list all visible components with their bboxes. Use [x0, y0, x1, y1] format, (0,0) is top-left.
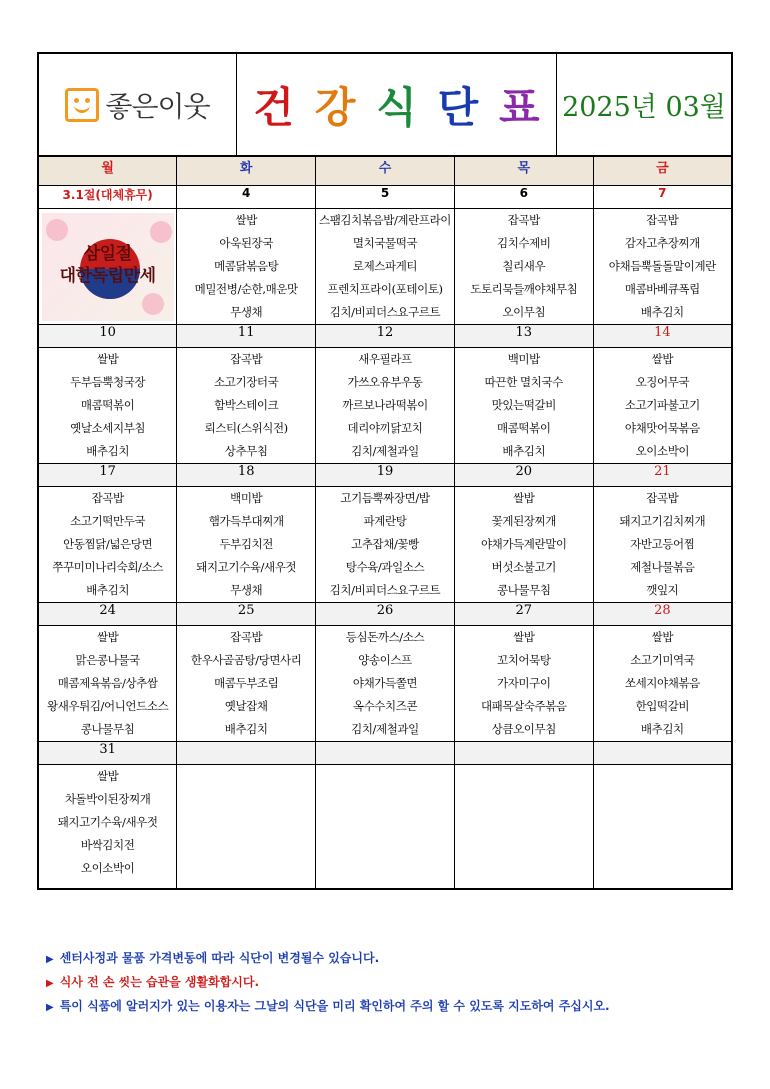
date-cell — [177, 742, 316, 765]
menu-item: 쌀밥 — [651, 352, 674, 366]
triangle-right-icon: ▶ — [46, 1002, 54, 1013]
menu-cell — [38, 209, 177, 325]
menu-item: 고기듬뿍짜장면/밥 — [340, 491, 430, 505]
menu-cell — [177, 487, 316, 603]
menu-item: 쌀밥 — [96, 630, 119, 644]
date-cell — [316, 742, 455, 765]
menu-item: 소고기미역국 — [630, 653, 695, 667]
menu-item: 소고기장터국 — [214, 375, 279, 389]
menu-item: 꽃게된장찌개 — [491, 514, 556, 528]
menu-cell — [177, 765, 316, 890]
menu-item: 쏘세지야채볶음 — [624, 676, 700, 690]
smile-logo-icon — [65, 88, 99, 122]
menu-item: 차돌박이된장찌개 — [64, 792, 151, 806]
menu-item: 옥수수치즈콘 — [352, 699, 418, 713]
triangle-right-icon: ▶ — [46, 954, 54, 965]
day-header-thu: 목 — [454, 157, 593, 186]
menu-item: 배추김치 — [502, 444, 546, 458]
date-cell — [593, 742, 732, 765]
menu-cell — [454, 348, 593, 464]
menu-item: 오이무침 — [502, 305, 546, 319]
menu-item: 무생채 — [230, 583, 263, 597]
logo-text: 좋은이웃 — [105, 89, 210, 123]
menu-item: 매콤떡볶이 — [80, 398, 135, 412]
date-cell: 12 — [316, 325, 455, 348]
day-header-mon: 월 — [38, 157, 177, 186]
menu-item: 메밀전병/순한,매운맛 — [194, 282, 298, 296]
menu-item: 바싹김치전 — [80, 838, 135, 852]
menu-item: 한입떡갈비 — [635, 699, 690, 713]
menu-item: 오이소박이 — [80, 861, 135, 875]
logo — [39, 54, 237, 155]
menu-item: 소고기파불고기 — [624, 398, 700, 412]
menu-item: 쌀밥 — [651, 630, 674, 644]
menu-item: 새우필라프 — [358, 352, 412, 366]
date-cell: 19 — [316, 464, 455, 487]
date-cell: 24 — [38, 603, 177, 626]
menu-item: 소고기떡만두국 — [70, 514, 146, 528]
menu-item: 배추김치 — [640, 722, 684, 736]
menu-cell — [177, 348, 316, 464]
menu-item: 매콤제육볶음/상추쌈 — [57, 676, 158, 690]
menu-item: 로제스파게티 — [352, 259, 418, 273]
menu-item: 잡곡밥 — [646, 491, 679, 505]
menu-item: 까르보나라떡볶이 — [342, 398, 428, 412]
date-cell: 7 — [593, 186, 732, 209]
day-header-wed: 수 — [316, 157, 455, 186]
menu-cell — [454, 209, 593, 325]
menu-cell — [38, 487, 177, 603]
date-cell: 6 — [454, 186, 593, 209]
menu-item: 야채맛어묵볶음 — [624, 421, 700, 435]
menu-item: 매콤두부조림 — [214, 676, 279, 690]
menu-item: 배추김치 — [640, 305, 684, 319]
menu-item: 뢰스티(스위식전) — [204, 421, 288, 435]
title-char: 강 — [314, 82, 356, 132]
menu-item: 배추김치 — [86, 444, 130, 458]
menu-item: 쭈꾸미미나리숙회/소스 — [52, 560, 163, 574]
menu-cell — [38, 626, 177, 742]
menu-item: 잡곡밥 — [91, 491, 124, 505]
menu-item: 야채가득쫄면 — [352, 676, 418, 690]
menu-cell — [454, 765, 593, 890]
menu-cell — [454, 487, 593, 603]
menu-item: 돼지고기김치찌개 — [619, 514, 706, 528]
menu-item: 상큼오이무침 — [491, 722, 556, 736]
menu-item: 야채가득계란말이 — [480, 537, 567, 551]
notes — [46, 946, 610, 1018]
date-cell: 27 — [454, 603, 593, 626]
menu-cell — [593, 487, 732, 603]
menu-item: 오이소박이 — [635, 444, 690, 458]
header — [37, 52, 733, 156]
day-header-tue: 화 — [177, 157, 316, 186]
date-cell: 31 — [38, 742, 177, 765]
independence-day-image — [42, 213, 174, 321]
menu-item: 아욱된장국 — [219, 236, 273, 250]
menu-item: 무생채 — [230, 305, 263, 319]
menu-item: 맑은콩나물국 — [75, 653, 140, 667]
menu-item: 백미밥 — [230, 491, 263, 505]
menu-item: 김치/제철과일 — [351, 444, 419, 458]
menu-item: 두부듬뿍청국장 — [70, 375, 146, 389]
menu-item: 김치/비피더스요구르트 — [329, 305, 441, 319]
menu-item: 왕새우튀김/어니언드소스 — [47, 699, 169, 713]
menu-cell — [316, 487, 455, 603]
date-cell: 10 — [38, 325, 177, 348]
note-item: ▶ 센터사정과 물품 가격변동에 따라 식단이 변경될수 있습니다. — [46, 951, 380, 965]
menu-cell — [316, 765, 455, 890]
date-cell — [454, 742, 593, 765]
menu-item: 옛날잡채 — [224, 699, 268, 713]
title-char: 단 — [437, 82, 479, 132]
menu-item: 상추무침 — [224, 444, 268, 458]
menu-cell — [593, 765, 732, 890]
menu-cell — [593, 626, 732, 742]
menu-item: 프렌치프라이(포테이토) — [327, 282, 443, 296]
menu-item: 돼지고기수육/새우젓 — [57, 815, 158, 829]
menu-item: 옛날소세지부침 — [70, 421, 146, 435]
menu-item: 잡곡밥 — [646, 213, 679, 227]
menu-item: 가자미구이 — [497, 676, 551, 690]
menu-item: 함박스테이크 — [214, 398, 279, 412]
date-cell: 4 — [177, 186, 316, 209]
menu-item: 따끈한 멸치국수 — [484, 375, 563, 389]
menu-item: 야채듬뿍돌돌말이계란 — [608, 259, 716, 273]
title-char: 식 — [376, 82, 417, 132]
menu-item: 꼬치어묵탕 — [497, 653, 551, 667]
holiday-image-text: 삼일절 대한독립만세 — [59, 244, 156, 286]
menu-item: 메콤닭볶음탕 — [214, 259, 279, 273]
menu-item: 햄가득부대찌개 — [208, 514, 284, 528]
menu-item: 잡곡밥 — [230, 630, 263, 644]
menu-table — [37, 156, 733, 890]
menu-item: 김치수제비 — [497, 236, 551, 250]
date-cell: 25 — [177, 603, 316, 626]
date-cell: 13 — [454, 325, 593, 348]
menu-item: 콩나물무침 — [497, 583, 551, 597]
menu-item: 백미밥 — [507, 352, 540, 366]
menu-item: 배추김치 — [86, 583, 130, 597]
note-item: ▶ 식사 전 손 씻는 습관을 생활화합시다. — [46, 975, 260, 989]
menu-item: 잡곡밥 — [230, 352, 263, 366]
menu-item: 감자고추장찌개 — [624, 236, 700, 250]
date-cell: 18 — [177, 464, 316, 487]
date-cell: 21 — [593, 464, 732, 487]
menu-item: 탕수육/과일소스 — [345, 560, 425, 574]
date-cell: 5 — [316, 186, 455, 209]
menu-item: 깻잎지 — [646, 583, 679, 597]
menu-item: 등심돈까스/소스 — [345, 630, 425, 644]
menu-item: 한우사골곰탕/당면사리 — [190, 653, 302, 667]
date-cell: 17 — [38, 464, 177, 487]
menu-item: 자반고등어찜 — [630, 537, 695, 551]
menu-cell — [38, 348, 177, 464]
menu-item: 쌀밥 — [513, 491, 535, 505]
menu-item: 쌀밥 — [513, 630, 535, 644]
menu-item: 고추잡채/꽃빵 — [351, 537, 419, 551]
menu-cell — [593, 209, 732, 325]
menu-item: 돼지고기수육/새우젓 — [196, 560, 297, 574]
menu-cell — [316, 209, 455, 325]
menu-sheet — [37, 52, 733, 890]
menu-item: 칠리새우 — [502, 259, 546, 273]
menu-item: 배추김치 — [224, 722, 268, 736]
page-title — [237, 54, 557, 155]
menu-cell — [316, 348, 455, 464]
menu-item: 쌀밥 — [235, 213, 257, 227]
menu-item: 두부김치전 — [219, 537, 273, 551]
menu-item: 멸치국물떡국 — [352, 236, 418, 250]
note-item: ▶ 특이 식품에 알러지가 있는 이용자는 그날의 식단을 미리 확인하여 주의 할 수 있도록 지도하여 주십시오. — [46, 999, 610, 1013]
menu-item: 양송이스프 — [358, 653, 412, 667]
menu-item: 버섯소불고기 — [491, 560, 556, 574]
date-cell: 20 — [454, 464, 593, 487]
menu-item: 가쓰오유부우동 — [347, 375, 423, 389]
menu-cell — [454, 626, 593, 742]
menu-item: 콩나물무침 — [80, 722, 135, 736]
menu-cell — [316, 626, 455, 742]
date-cell: 3.1절(대체휴무) — [38, 186, 177, 209]
title-char: 건 — [253, 82, 294, 132]
menu-item: 제철나물볶음 — [630, 560, 695, 574]
triangle-right-icon: ▶ — [46, 978, 54, 989]
date-cell: 28 — [593, 603, 732, 626]
menu-item: 파계란탕 — [363, 514, 407, 528]
menu-item: 김치/제철과일 — [351, 722, 419, 736]
menu-item: 대패목살숙주볶음 — [480, 699, 567, 713]
menu-item: 매콤바베큐폭립 — [624, 282, 700, 296]
menu-item: 쌀밥 — [96, 769, 119, 783]
menu-item: 안동찜닭/넓은당면 — [63, 537, 153, 551]
date-cell: 11 — [177, 325, 316, 348]
month-label: 2025년 03월 — [562, 92, 726, 123]
menu-item: 쌀밥 — [96, 352, 119, 366]
menu-cell — [38, 765, 177, 890]
date-cell: 14 — [593, 325, 732, 348]
day-header-fri: 금 — [593, 157, 732, 186]
menu-item: 김치/비피더스요구르트 — [329, 583, 441, 597]
date-cell: 26 — [316, 603, 455, 626]
menu-item: 맛있는떡갈비 — [491, 398, 556, 412]
menu-item: 도토리묵들깨야채무침 — [470, 282, 578, 296]
menu-item: 잡곡밥 — [507, 213, 540, 227]
menu-item: 오징어무국 — [635, 375, 690, 389]
title-char: 표 — [498, 82, 540, 132]
menu-item: 스팸김치볶음밥/계란프라이 — [319, 213, 451, 227]
menu-cell — [593, 348, 732, 464]
menu-cell — [177, 209, 316, 325]
menu-cell — [177, 626, 316, 742]
menu-item: 데리야끼닭꼬치 — [347, 421, 423, 435]
menu-item: 매콤떡볶이 — [497, 421, 551, 435]
